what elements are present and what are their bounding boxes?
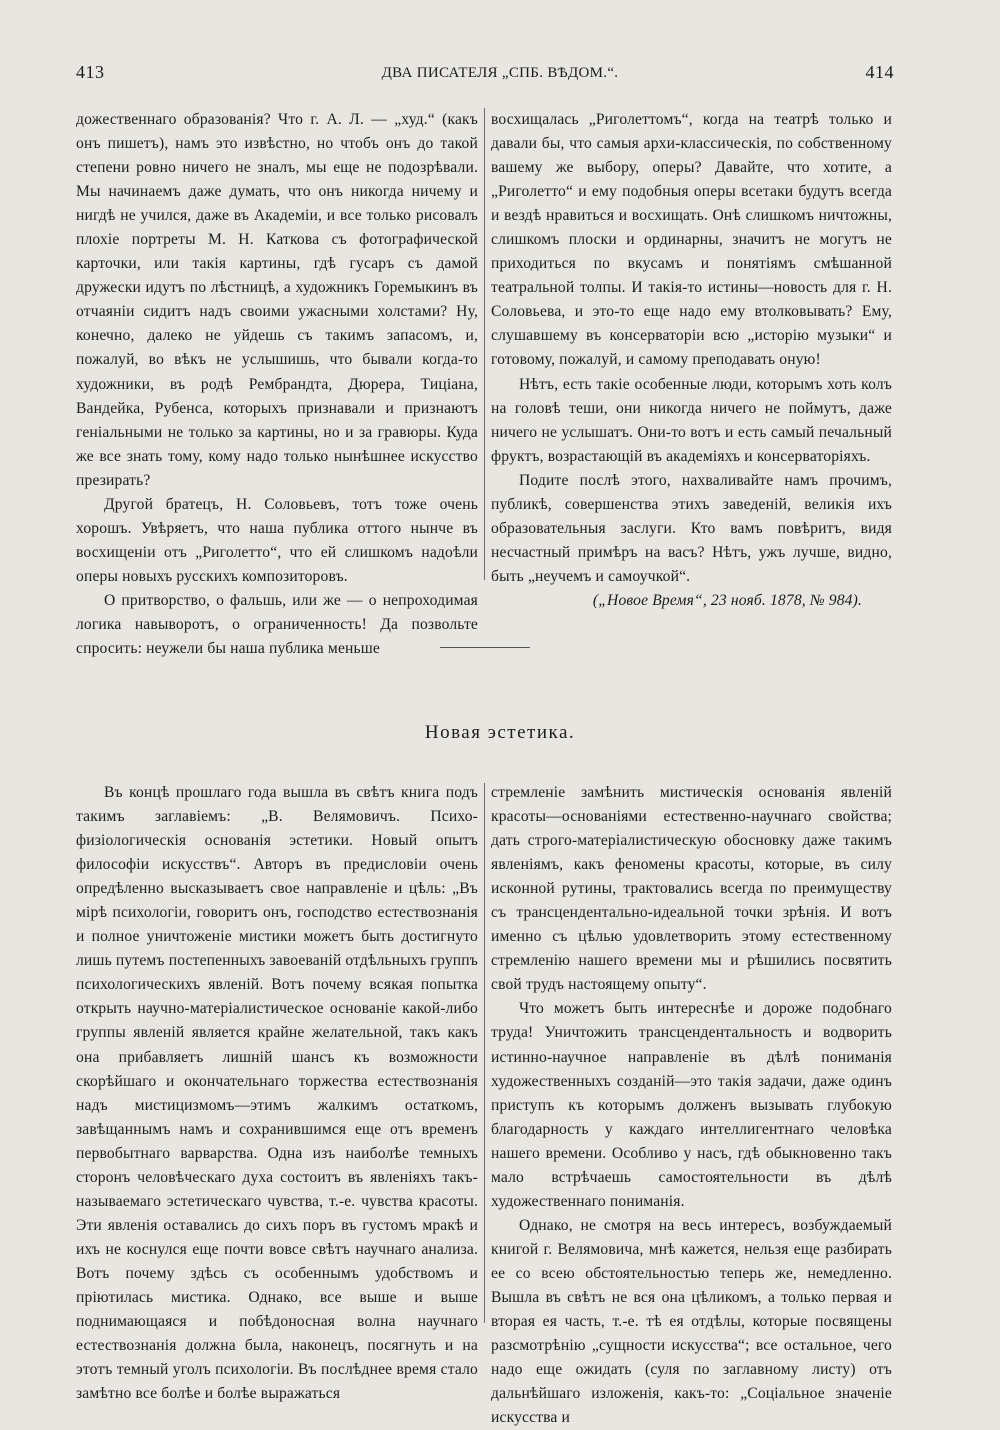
article-title: Новая эстетика. [424,722,576,743]
paragraph: восхищалась „Риголеттомъ“, когда на театрѣ только и давали бы, что самыя архи-классическія, по собственному вашему же выбору, оперы? Давайте, что хотите, а „Риголетто“ и ему подобныя оперы всетаки будутъ всегда и вездѣ нравиться и восхищать. Онѣ слишкомъ ничтожны, слишкомъ плоски и ординарны, значитъ не могутъ не приходиться по вкусамъ и понятіямъ смѣшанной театральной толпы. И такія-то истины—новость для г. Н. Соловьева, и это-то еще надо ему втолковывать? Ему, слушавшему въ консерваторіи всю „исторію музыки“ и готовому, пожалуй, и самому преподавать оную! [491,111,892,369]
column-divider [484,783,485,1323]
paragraph: Въ концѣ прошлаго года вышла въ свѣтъ книга подъ такимъ заглавіемъ: „В. Велямовичъ. Психо-физіологическія основанія эстетики. Новый опытъ философіи искусствъ“. Авторъ въ предисловіи очень опредѣленно высказываетъ свое направленіе и цѣль: „Въ мірѣ психологіи, говоритъ онъ, господство естествознанія и полное уничтоженіе мистики можетъ быть достигнуто лишь путемъ постепенныхъ завоеваній отдѣльныхъ группъ психологическихъ явленій. Вотъ почему всякая попытка открыть научно-матеріалистическое основаніе какой-либо группы явленій является крайне желательной, такъ какъ она прибавляетъ лишній шансъ къ возможности скорѣйшаго и окончательнаго торжества естествознанія надъ мистицизмомъ—этимъ жалкимъ остаткомъ, завѣщаннымъ намъ и сохранившимся еще отъ временъ первобытнаго варварства. Одна изъ наиболѣе темныхъ сторонъ человѣческаго духа состоитъ въ явленіяхъ такъ-называемаго эстетическаго чувства, т.-е. чувства красоты. Эти явленія оставались до сихъ поръ въ густомъ мракѣ и ихъ не коснулся еще почти вовсе свѣтъ научнаго анализа. Вотъ почему здѣсь съ особеннымъ удобствомъ и пріютилась мистика. Однако, все выше и выше поднимающаяся и побѣдоносная волна научнаго естествознанія должна была, наконецъ, посягнуть и на этотъ темный уголъ психологіи. Въ послѣднее время стало замѣтно все болѣе и болѣе выражаться [76,784,478,1403]
paragraph: Однако, не смотря на весь интересъ, возбуждаемый книгой г. Велямовича, мнѣ кажется, нельзя еще разбирать ее со всею обстоятельностью теперь же, немедленно. Вышла въ свѣтъ не вся она цѣликомъ, а только первая и вторая ея часть, т.-е. тѣ ея отдѣлы, которые посвящены разсмотрѣнію „сущности искусства“; все остальное, чего надо еще ожидать (суля по заглавному листу) отъ дальнѣйшаго изложенія, какъ-то: „Соціальное значеніе искусства и [491,1216,892,1427]
paragraph: Другой братецъ, Н. Соловьевъ, тотъ тоже очень хорошъ. Увѣряетъ, что наша публика оттого нынче въ восхищеніи отъ „Риголетто“, что ей слишкомъ надоѣли оперы новыхъ русскихъ композиторовъ. [76,495,478,585]
top-right-column [491,108,892,613]
paragraph: Нѣтъ, есть такіе особенные люди, которымъ хоть колъ на головѣ теши, они никогда ничего не поймутъ, даже ничего не услышатъ. Они-то вотъ и есть самый печальный фруктъ, возрастающій въ академіяхъ и консерваторіяхъ. [491,375,892,465]
paragraph: Подите послѣ этого, нахваливайте намъ прочимъ, публикѣ, совершенства этихъ заведеній, великія ихъ образовательныя заслуги. Кто вамъ повѣритъ, видя несчастный примѣръ на васъ? Нѣтъ, ужъ лучше, видно, быть „неучемъ и самоучкой“. [491,471,892,585]
running-title: ДВА ПИСАТЕЛЯ „СПБ. ВѢДОМ.“. [381,65,619,81]
paragraph: О притворство, о фальшь, или же — о непроходимая логика навыворотъ, о ограниченность! Да позвольте спросить: неужели бы наша публика меньше [76,591,478,658]
paragraph: Что можетъ быть интереснѣе и дороже подобнаго труда! Уничтожить трансцендентальность и водворить истинно-научное направленіе въ дѣлѣ пониманія художественныхъ созданій—это такія задачи, даже одинъ приступъ къ которымъ долженъ вызывать глубокую благодарность у каждаго интеллигентнаго человѣка нашего времени. Особливо у насъ, гдѣ обыкновенно такъ мало встрѣчаешь самостоятельности въ дѣлѣ художественнаго пониманія. [491,1000,892,1210]
page-number-left: 413 [76,62,105,82]
paragraph: дожественнаго образованія? Что г. А. Л. — „худ.“ (какъ онъ пишетъ), намъ это извѣстно, но чтобъ онъ до такой степени ровно ничего не зналъ, мы еще не подозрѣвали. Мы начинаемъ даже думать, что онъ никогда ничему и нигдѣ не учился, даже въ Академіи, и все только рисовалъ плохіе портреты М. Н. Каткова съ фотографической карточки, или такія картины, гдѣ гусаръ съ дамой дружески идутъ по лѣстницѣ, а художникъ Горемыкинъ въ отчаяніи сидитъ надъ своими ужасными холстами? Ну, конечно, далеко не уйдешь съ такимъ запасомъ, и, пожалуй, во вѣкъ не услышишь, что бывали когда-то художники, въ родѣ Рембрандта, Дюрера, Тиціана, Вандейка, Рубенса, которыхъ признавали и признаютъ геніальными не только за картины, но и за гравюры. Куда же все знать тому, кому надо только нынѣшнее искусство презирать? [76,111,478,489]
column-divider [484,108,485,580]
page-number-right: 414 [865,62,894,82]
section-separator [440,647,530,648]
paragraph: стремленіе замѣнить мистическія основанія явленій красоты—основаніями естественно-научнаго свойства; дать строго-матеріалистическую обосновку даже такимъ явленіямъ, какъ феномены красоты, которые, въ силу исконной рутины, трактовались всегда по преимуществу съ трансцендентально-идеальной точки зрѣнія. И вотъ именно съ цѣлью удовлетворить этому естественному стремленію нашего времени мы и рѣшились посвятить свой трудъ настоящему опыту“. [491,784,892,994]
source-citation: („Новое Время“, 23 нояб. 1878, № 984). [592,591,862,609]
bottom-left-column [76,781,478,1406]
bottom-right-column [491,781,892,1430]
top-left-column [76,108,478,661]
